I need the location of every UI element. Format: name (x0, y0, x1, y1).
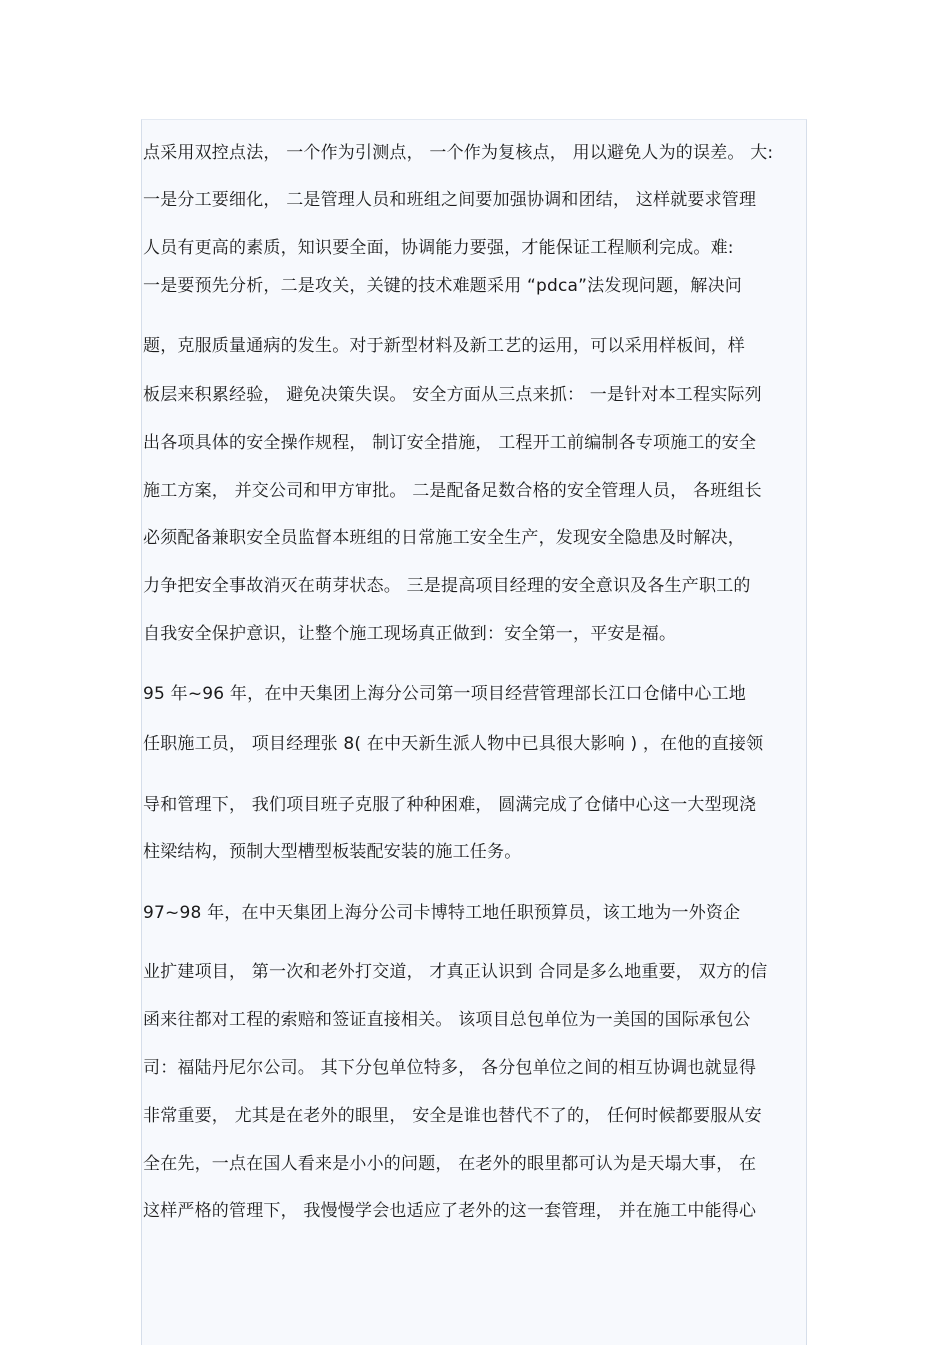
text-line-15: 柱梁结构，预制大型槽型板装配安装的施工任务。 (143, 842, 522, 862)
text-line-4: 一是要预先分析，二是攻关，关键的技术难题采用 “pdca”法发现问题，解决问 (143, 276, 742, 296)
text-line-8: 施工方案， 并交公司和甲方审批。 二是配备足数合格的安全管理人员， 各班组长 (143, 481, 762, 501)
text-line-19: 司：福陆丹尼尔公司。 其下分包单位特多， 各分包单位之间的相互协调也就显得 (143, 1058, 757, 1078)
text-line-6: 板层来积累经验， 避免决策失误。 安全方面从三点来抓： 一是针对本工程实际列 (143, 385, 762, 405)
text-line-18: 函来往都对工程的索赔和签证直接相关。 该项目总包单位为一美国的国际承包公 (143, 1010, 751, 1030)
text-line-3: 人员有更高的素质，知识要全面，协调能力要强，才能保证工程顺利完成。难: (143, 238, 734, 258)
text-line-1: 点采用双控点法， 一个作为引测点， 一个作为复核点， 用以避免人为的误差。 大: (143, 143, 774, 163)
text-line-10: 力争把安全事故消灭在萌芽状态。 三是提高项目经理的安全意识及各生产职工的 (143, 576, 751, 596)
text-line-14: 导和管理下， 我们项目班子克服了种种困难， 圆满完成了仓储中心这一大型现浇 (143, 795, 757, 815)
text-line-22: 这样严格的管理下， 我慢慢学会也适应了老外的这一套管理， 并在施工中能得心 (143, 1201, 757, 1221)
text-line-2: 一是分工要细化， 二是管理人员和班组之间要加强协调和团结， 这样就要求管理 (143, 190, 757, 210)
text-line-16: 97~98 年，在中天集团上海分公司卡博特工地任职预算员，该工地为一外资企 (143, 903, 741, 923)
text-line-17: 业扩建项目， 第一次和老外打交道， 才真正认识到 合同是多么地重要， 双方的信 (143, 962, 768, 982)
text-line-21: 全在先，一点在国人看来是小小的问题， 在老外的眼里都可认为是天塌大事， 在 (143, 1154, 757, 1174)
text-line-7: 出各项具体的安全操作规程， 制订安全措施， 工程开工前编制各专项施工的安全 (143, 433, 757, 453)
text-line-11: 自我安全保护意识，让整个施工现场真正做到：安全第一，平安是福。 (143, 624, 677, 644)
text-line-9: 必须配备兼职安全员监督本班组的日常施工安全生产，发现安全隐患及时解决， (143, 528, 745, 548)
text-line-12: 95 年~96 年，在中天集团上海分公司第一项目经营管理部长江口仓储中心工地 (143, 684, 746, 704)
text-line-5: 题，克服质量通病的发生。对于新型材料及新工艺的运用，可以采用样板间，样 (143, 336, 745, 356)
text-line-13: 任职施工员， 项目经理张 8( 在中天新生派人物中已具很大影响 ) ，在他的直接领 (143, 734, 764, 754)
text-line-20: 非常重要， 尤其是在老外的眼里， 安全是谁也替代不了的， 任何时候都要服从安 (143, 1106, 762, 1126)
